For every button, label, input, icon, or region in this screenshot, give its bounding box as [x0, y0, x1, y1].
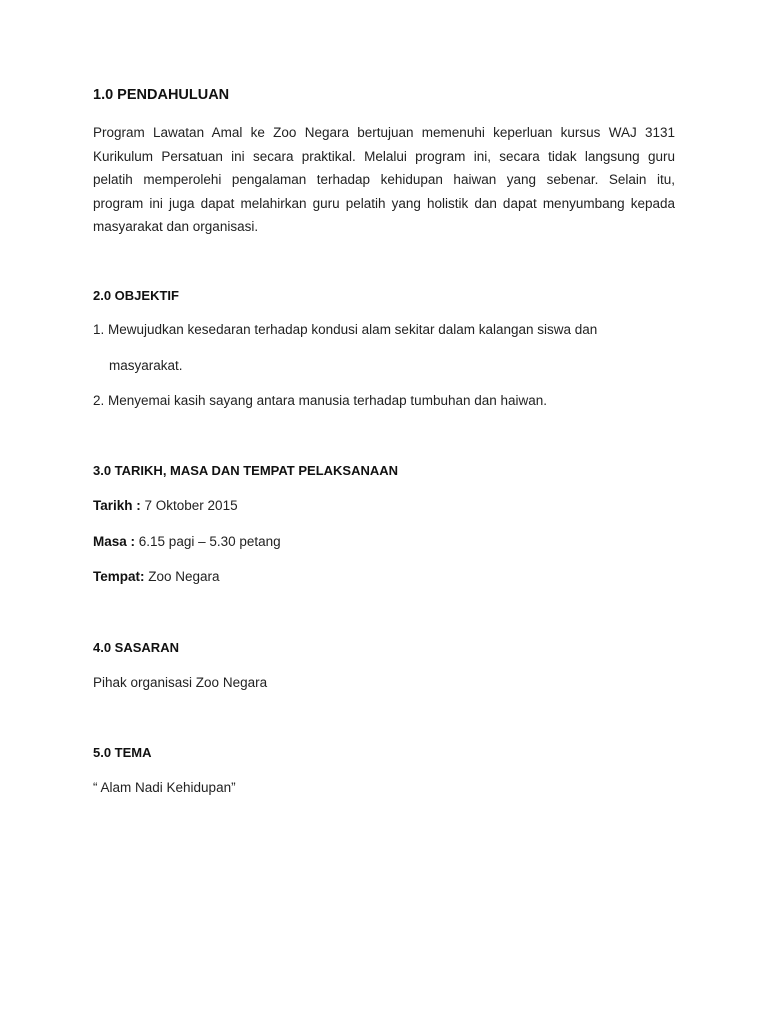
intro-line: Kurikulum Persatuan ini secara praktikal. Melalui program ini, secara tidak langsung guru — [93, 148, 675, 164]
heading-pendahuluan: 1.0 PENDAHULUAN — [93, 87, 230, 103]
theme-text: “ Alam Nadi Kehidupan” — [93, 780, 236, 795]
objective-item-1: 1. Mewujudkan kesedaran terhadap kondusi alam sekitar dalam kalangan siswa dan — [93, 322, 598, 337]
place-label: Tempat: — [93, 569, 145, 584]
place-row — [93, 565, 220, 589]
intro-line: masyarakat dan organisasi. — [93, 219, 259, 234]
date-value: 7 Oktober 2015 — [140, 498, 238, 513]
heading-sasaran: 4.0 SASARAN — [93, 640, 179, 655]
heading-objektif: 2.0 OBJEKTIF — [93, 288, 179, 303]
time-label: Masa : — [93, 534, 136, 549]
date-label: Tarikh : — [93, 498, 141, 513]
place-value: Zoo Negara — [144, 569, 220, 584]
intro-paragraph — [93, 121, 675, 239]
date-row — [93, 494, 238, 518]
target-text: Pihak organisasi Zoo Negara — [93, 675, 268, 690]
intro-line: program ini juga dapat melahirkan guru pelatih yang holistik dan dapat menyumbang kepada — [93, 195, 675, 211]
time-value: 6.15 pagi – 5.30 petang — [135, 534, 281, 549]
intro-line: pelatih memperolehi pengalaman terhadap kehidupan haiwan yang sebenar. Selain itu, — [93, 172, 675, 187]
time-row — [93, 530, 281, 554]
intro-line: Program Lawatan Amal ke Zoo Negara bertujuan memenuhi keperluan kursus WAJ 3131 — [93, 125, 675, 140]
heading-tema: 5.0 TEMA — [93, 745, 152, 760]
heading-tarikh-masa-tempat: 3.0 TARIKH, MASA DAN TEMPAT PELAKSANAAN — [93, 463, 399, 478]
objective-item-1-continuation: masyarakat. — [109, 358, 183, 373]
objective-item-2: 2. Menyemai kasih sayang antara manusia terhadap tumbuhan dan haiwan. — [93, 393, 548, 408]
